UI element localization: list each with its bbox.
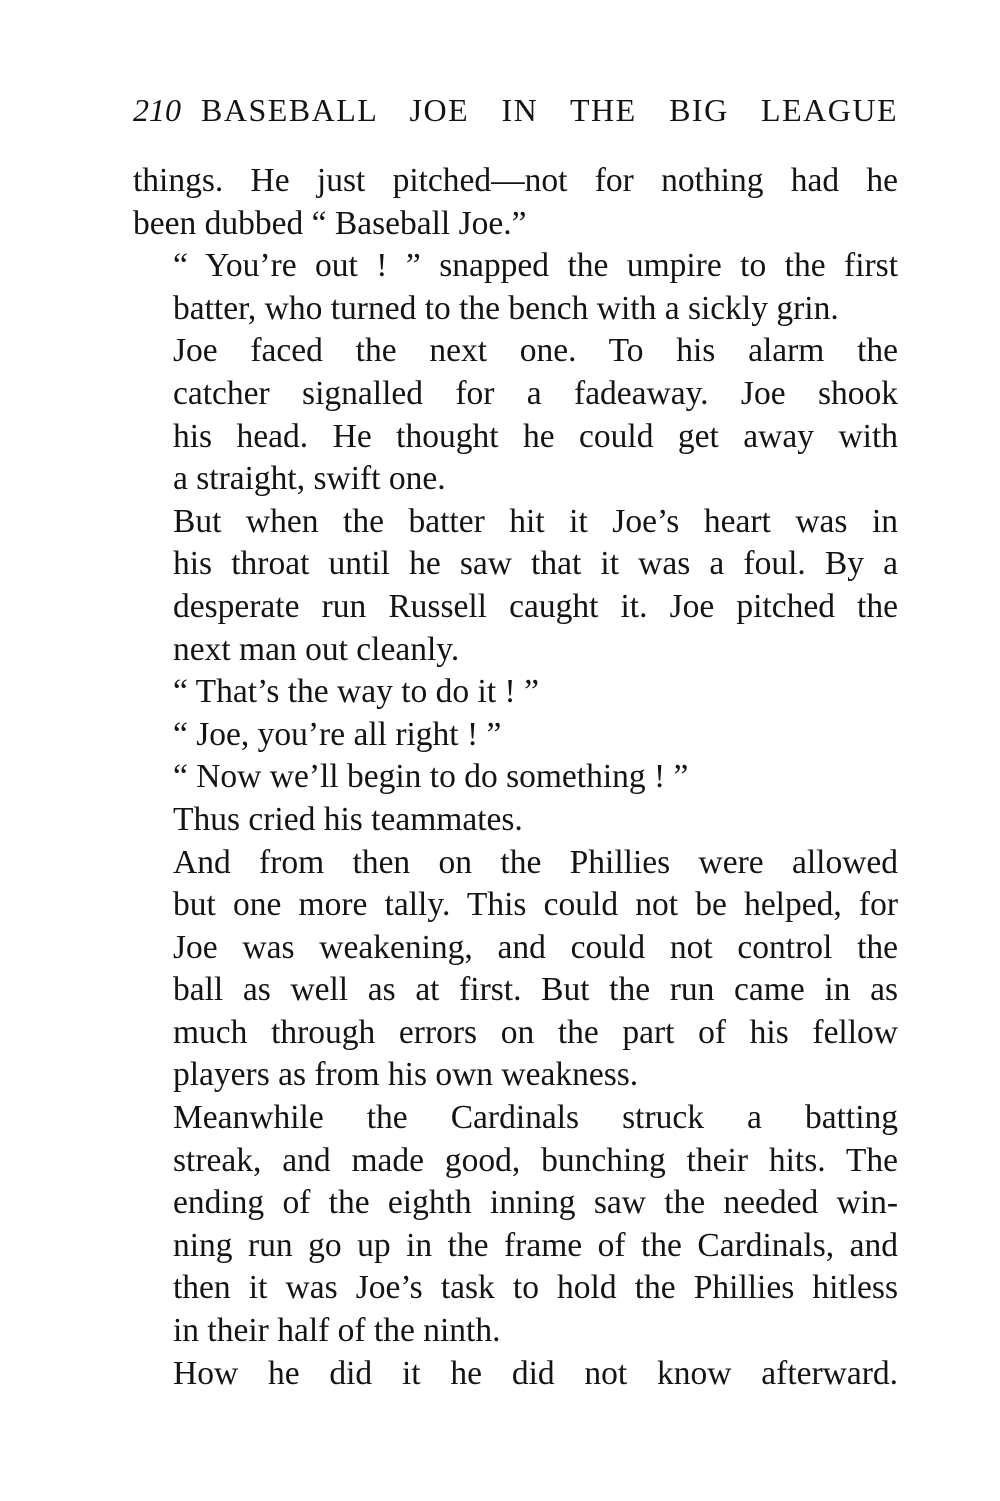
body-text: [133, 160, 898, 1395]
text-line: Joe was weakening, and could not control the: [173, 928, 898, 966]
paragraph: [133, 1097, 898, 1353]
text-line: “ That’s the way to do it ! ”: [173, 673, 539, 711]
text-line: “ Now we’ll begin to do something ! ”: [173, 758, 689, 796]
text-line: then it was Joe’s task to hold the Phillies hitless: [173, 1269, 898, 1307]
text-line: his head. He thought he could get away with: [173, 417, 898, 455]
text-line: And from then on the Phillies were allowed: [173, 843, 898, 881]
text-line: been dubbed “ Baseball Joe.”: [133, 204, 527, 242]
text-line: much through errors on the part of his fellow: [173, 1013, 898, 1051]
text-line: his throat until he saw that it was a foul. By a: [173, 545, 898, 583]
text-line: Joe faced the next one. To his alarm the: [173, 332, 898, 370]
text-line: a straight, swift one.: [173, 460, 446, 498]
text-line: but one more tally. This could not be helped, for: [173, 886, 898, 924]
text-line: Thus cried his teammates.: [173, 800, 523, 838]
text-line: Meanwhile the Cardinals struck a batting: [173, 1099, 898, 1137]
text-line: catcher signalled for a fadeaway. Joe shook: [173, 374, 898, 412]
paragraph: [133, 501, 898, 671]
text-line: “ Joe, you’re all right ! ”: [173, 715, 502, 753]
paragraph: [133, 799, 898, 842]
text-line: things. He just pitched—not for nothing had he: [133, 162, 898, 199]
paragraph: [133, 671, 898, 714]
running-head-title: BASEBALL JOE IN THE BIG LEAGUE: [201, 92, 898, 128]
paragraph: [133, 245, 898, 330]
page-number: 210: [133, 92, 181, 128]
book-page: [133, 92, 898, 1472]
paragraph: [133, 756, 898, 799]
text-line: ball as well as at first. But the run came in as: [173, 971, 898, 1009]
text-line: in their half of the ninth.: [173, 1312, 501, 1350]
paragraph: [133, 1353, 898, 1396]
paragraph: [133, 714, 898, 757]
text-line: desperate run Russell caught it. Joe pitched the: [173, 587, 898, 625]
text-line: “ You’re out ! ” snapped the umpire to the first: [173, 247, 898, 285]
text-line: streak, and made good, bunching their hits. The: [173, 1141, 898, 1179]
text-line: batter, who turned to the bench with a sickly grin.: [173, 289, 839, 327]
text-line: next man out cleanly.: [173, 630, 460, 668]
text-line: ending of the eighth inning saw the needed win-: [173, 1184, 898, 1222]
paragraph: [133, 160, 898, 245]
text-line: But when the batter hit it Joe’s heart was in: [173, 502, 898, 540]
text-line: players as from his own weakness.: [173, 1056, 639, 1094]
paragraph: [133, 842, 898, 1098]
text-line: ning run go up in the frame of the Cardinals, and: [173, 1226, 898, 1264]
text-line: How he did it he did not know afterward.: [173, 1354, 898, 1392]
running-head: [133, 92, 898, 148]
paragraph: [133, 330, 898, 500]
